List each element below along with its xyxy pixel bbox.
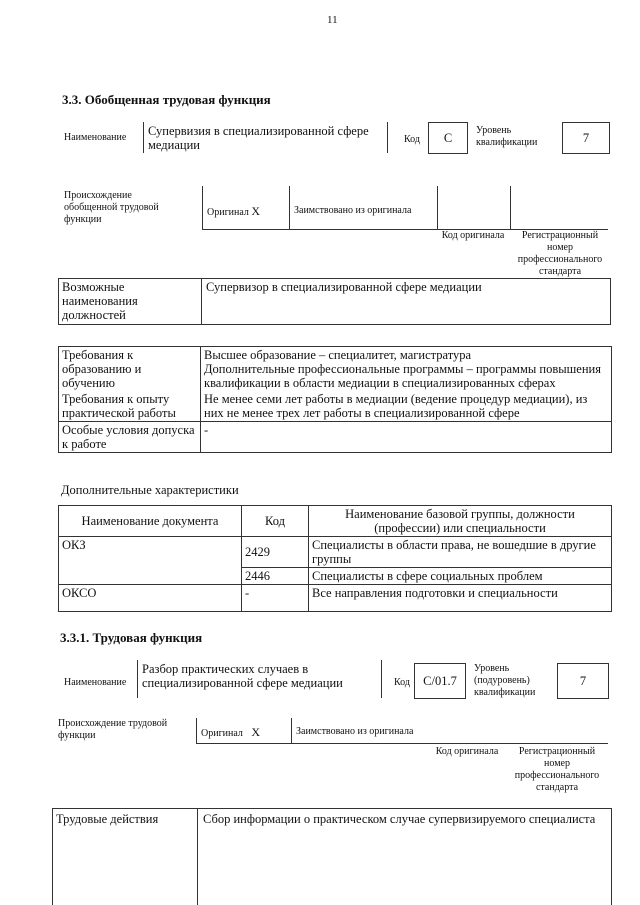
row-doc: ОКЗ — [62, 538, 86, 552]
gtf-name-value: Супервизия в специализированной сфере медиации — [143, 122, 388, 153]
tf-original-mark: X — [251, 725, 261, 739]
tf-level-value: 7 — [557, 663, 609, 699]
special-conditions-label: Особые условия допуска к работе — [62, 423, 195, 451]
gtf-borrowed-label: Заимствовано из оригинала — [294, 205, 412, 216]
tf-reg-number-label: Регистрационный номер профессионального стандарта — [514, 746, 600, 793]
row-name: Специалисты в сфере социальных проблем — [312, 569, 543, 583]
gtf-level-value: 7 — [562, 122, 610, 154]
education-label: Требования к образованию и обучению — [62, 348, 142, 390]
additional-table — [58, 505, 612, 612]
row-name: Специалисты в области права, не вошедшие в другие группы — [312, 538, 596, 566]
gtf-original-mark: X — [251, 204, 261, 218]
gtf-level-label: Уровень квалификации — [476, 125, 538, 148]
experience-label: Требования к опыту практической работы — [62, 392, 176, 420]
special-conditions-value: - — [204, 423, 209, 437]
gtf-code-value: C — [428, 122, 468, 154]
page-number: 11 — [327, 14, 338, 26]
row-code: 2446 — [245, 569, 270, 583]
tf-code-original-label: Код оригинала — [435, 746, 499, 757]
gtf-original-label: Оригинал — [207, 207, 249, 218]
tf-level-label: Уровень (подуровень) квалификации — [474, 663, 536, 698]
education-value: Высшее образование – специалитет, магистратура Дополнительные профессиональные программы – программы повышения квалификации в области медиации в специализированных сферах — [204, 348, 601, 390]
work-actions-label: Трудовые действия — [56, 812, 159, 826]
tf-origin-label: Происхождение трудовой функции — [58, 718, 168, 741]
table-row — [59, 585, 612, 612]
section-heading-3-3: 3.3. Обобщенная трудовая функция — [62, 92, 271, 107]
positions-value: Супервизор в специализированной сфере медиации — [206, 280, 482, 294]
gtf-origin-label: Происхождение обобщенной трудовой функции — [64, 190, 159, 225]
tf-borrowed-label: Заимствовано из оригинала — [296, 726, 414, 737]
section-heading-3-3-1: 3.3.1. Трудовая функция — [60, 630, 203, 645]
additional-heading: Дополнительные характеристики — [61, 483, 239, 497]
tf-name-label: Наименование — [64, 677, 127, 688]
experience-value: Не менее семи лет работы в медиации (ведение процедур медиации), из них не менее трех лет работы в специализированной сфере — [204, 392, 588, 420]
gtf-name-label: Наименование — [64, 132, 127, 143]
row-code: 2429 — [245, 545, 270, 559]
col-code-header: Код — [265, 514, 285, 528]
positions-label: Возможные наименования должностей — [62, 280, 138, 322]
col-doc-header: Наименование документа — [81, 514, 219, 528]
requirements-table — [58, 346, 612, 453]
table-row — [59, 537, 612, 568]
work-actions-value: Сбор информации о практическом случае супервизируемого специалиста — [203, 812, 596, 826]
row-name: Все направления подготовки и специальности — [312, 586, 558, 600]
row-code: - — [245, 586, 250, 600]
col-name-header: Наименование базовой группы, должности (профессии) или специальности — [345, 507, 575, 535]
gtf-reg-number-label: Регистрационный номер профессионального стандарта — [517, 230, 603, 277]
gtf-code-label: Код — [404, 134, 420, 145]
gtf-code-original-label: Код оригинала — [441, 230, 505, 241]
tf-original-label: Оригинал — [201, 728, 243, 739]
tf-code-value: C/01.7 — [414, 663, 466, 699]
tf-name-value: Разбор практических случаев в специализированной сфере медиации — [137, 660, 382, 698]
tf-code-label: Код — [394, 677, 410, 688]
row-doc: ОКСО — [62, 586, 97, 600]
